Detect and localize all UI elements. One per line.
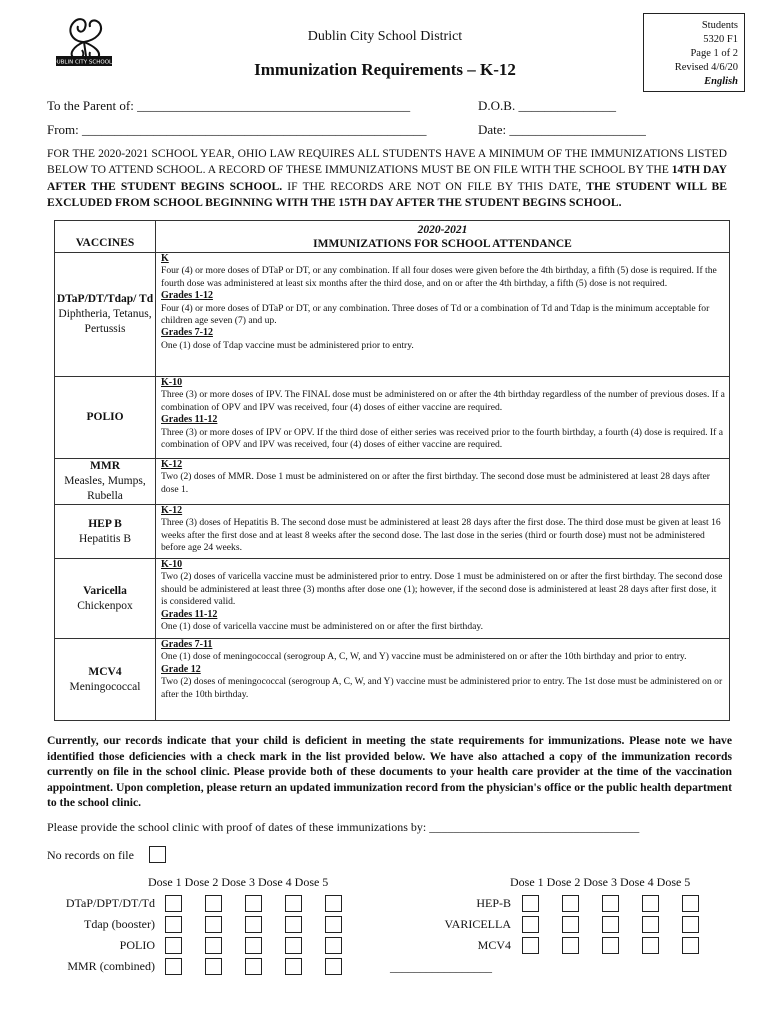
intro-paragraph	[47, 146, 727, 211]
right-dose-header: Dose 1 Dose 2 Dose 3 Dose 4 Dose 5	[510, 875, 691, 889]
no-records-checkbox[interactable]	[149, 846, 166, 863]
requirement-text: Two (2) doses of varicella vaccine must be administered prior to entry. Dose 1 must be administered on or after the first birthday. The second dose should be administered at least three (3) months after dose one (1); however, if the second dose is administered at least 28 days after first dose, it is considered valid.	[161, 571, 723, 608]
vaccine-name-cell	[55, 459, 156, 505]
dob-label: D.O.B.	[478, 98, 516, 113]
table-row	[55, 559, 730, 639]
right-dose-checkbox[interactable]	[602, 937, 619, 954]
parent-blank[interactable]: __________________________________________	[137, 98, 411, 113]
left-vaccine-label: DTaP/DPT/DT/Td	[65, 896, 155, 910]
table-row	[55, 459, 730, 505]
grade-label: Grades 7-11	[161, 639, 213, 650]
school-year: 2020-2021	[417, 223, 468, 236]
no-records-label: No records on file	[47, 848, 134, 862]
requirement-text: One (1) dose of varicella vaccine must be administered on or after the first birthday.	[161, 621, 483, 633]
vaccine-name-cell	[55, 639, 156, 721]
requirement-text: Four (4) or more doses of DTaP or DT, or any combination. Three doses of Td or a combination of Td and Tdap is the minimum acceptable for children age seven (7) and up.	[161, 302, 710, 327]
language-label: English	[704, 76, 738, 87]
id-line-4: Revised 4/6/20	[674, 62, 738, 73]
id-line-3: Page 1 of 2	[690, 48, 738, 59]
date-label: Date:	[478, 122, 507, 137]
requirement-text: Three (3) or more doses of IPV or OPV. If the third dose of either series was received prior to the fourth birthday, a fourth (4) dose is required. If a combination of OPV and IPV was received, four (4) doses of either vaccine are required.	[161, 426, 723, 451]
right-dose-checkbox[interactable]	[682, 916, 699, 933]
right-vaccine-label: HEP-B	[476, 896, 511, 910]
right-vaccine-label: MCV4	[477, 938, 511, 952]
vaccine-name: POLIO	[86, 411, 124, 423]
grade-label: Grades 1-12	[161, 290, 213, 302]
left-dose-header: Dose 1 Dose 2 Dose 3 Dose 4 Dose 5	[148, 875, 329, 889]
vaccine-subtitle: Meningococcal	[69, 680, 141, 693]
intro-text-1: FOR THE 2020-2021 SCHOOL YEAR, OHIO LAW REQUIRES ALL STUDENTS HAVE A MINIMUM OF THE IMMUNIZATIONS LISTED BELOW TO ATTEND SCHOOL. A RECORD OF THESE IMMUNIZATIONS MUST BE ON FILE WITH THE SCHOOL BY THE	[47, 147, 727, 177]
dob-field[interactable]	[478, 98, 616, 114]
vaccine-name: HEP B	[88, 517, 122, 530]
date-blank[interactable]: _____________________	[509, 122, 646, 137]
vaccine-name-cell	[55, 505, 156, 559]
document-id-box	[643, 13, 745, 92]
from-field[interactable]	[47, 122, 427, 138]
vaccine-name: MCV4	[88, 665, 122, 678]
grade-label: K	[161, 253, 169, 264]
grade-label: Grade 12	[161, 663, 201, 675]
right-dose-checkbox[interactable]	[642, 916, 659, 933]
intro-text-2: IF THE RECORDS ARE NOT ON FILE BY THIS DATE,	[287, 179, 582, 193]
date-field[interactable]	[478, 122, 646, 138]
vaccine-subtitle: Diphtheria, Tetanus, Pertussis	[58, 308, 152, 335]
parent-label: To the Parent of:	[47, 98, 134, 113]
grade-label: Grades 11-12	[161, 414, 218, 426]
vaccine-name-cell	[55, 559, 156, 639]
requirement-cell	[156, 639, 730, 721]
right-dose-checkbox[interactable]	[602, 916, 619, 933]
vaccine-name: MMR	[89, 460, 120, 472]
requirement-cell	[156, 505, 730, 559]
requirement-text: Two (2) doses of meningococcal (serogroup A, C, W, and Y) vaccine must be administered prior to entry. The 1st dose must be administered on or after the 10th birthday.	[161, 676, 723, 700]
right-dose-checkbox[interactable]	[642, 937, 659, 954]
left-vaccine-label: MMR (combined)	[67, 959, 155, 973]
id-line-2: 5320 F1	[703, 34, 738, 45]
intro-bold-2: THE STUDENT WILL BE EXCLUDED FROM SCHOOL BEGINNING WITH THE 15TH DAY AFTER THE STUDENT BEGINS SCHOOL.	[47, 179, 727, 209]
right-dose-checkbox[interactable]	[562, 895, 579, 912]
grade-label: K-10	[161, 377, 183, 388]
dob-blank[interactable]: _______________	[518, 98, 616, 113]
extra-blank-line[interactable]: _________________	[390, 960, 492, 974]
grade-label: K-12	[161, 459, 183, 470]
right-dose-checkbox[interactable]	[562, 937, 579, 954]
grade-label: Grades 11-12	[161, 608, 218, 620]
deficiency-notice: Currently, our records indicate that your child is deficient in meeting the state requirements for immunizations. Please note we have identified those deficiencies with a check mark in the list provided below. We have also attached a copy of the immunization records currently on file in the school clinic. Please provide both of these documents to your health care provider at the time of the vaccination appointment. Upon completion, please return an updated immunization record from the physician's office or the public health department to the school clinic.	[47, 734, 732, 810]
no-records-row	[47, 848, 134, 863]
left-dose-checkbox[interactable]	[245, 958, 262, 975]
right-dose-checkbox[interactable]	[522, 937, 539, 954]
right-vaccine-label: VARICELLA	[444, 917, 511, 931]
table-header-row	[55, 221, 730, 253]
left-dose-checkbox[interactable]	[325, 958, 342, 975]
from-label: From:	[47, 122, 79, 137]
vaccine-subtitle: Hepatitis B	[78, 532, 132, 545]
requirement-cell	[156, 459, 730, 505]
right-dose-checkbox[interactable]	[522, 895, 539, 912]
table-row	[55, 505, 730, 559]
col-vaccines-header: VACCINES	[55, 221, 156, 253]
immunizations-header-text: IMMUNIZATIONS FOR SCHOOL ATTENDANCE	[313, 237, 572, 250]
requirement-text: Three (3) doses of Hepatitis B. The second dose must be administered at least 28 days after the first dose. The third dose must be given at least 16 weeks after the first dose and at least 8 weeks after the second dose. The last dose in the series (third or fourth dose) must not be administered before age 24 weeks.	[161, 517, 721, 554]
requirement-cell	[156, 377, 730, 459]
right-dose-checkbox[interactable]	[602, 895, 619, 912]
from-blank[interactable]: _____________________________________________________	[82, 122, 427, 137]
vaccine-name: Varicella	[83, 584, 127, 597]
vaccine-name: DTaP/DT/Tdap/ Td	[56, 293, 154, 305]
table-row	[55, 377, 730, 459]
right-dose-checkbox[interactable]	[522, 916, 539, 933]
left-dose-checkbox[interactable]	[205, 958, 222, 975]
id-line-1: Students	[701, 20, 738, 31]
vaccine-subtitle: Measles, Mumps, Rubella	[64, 475, 146, 502]
table-row	[55, 639, 730, 721]
requirement-text: Two (2) doses of MMR. Dose 1 must be administered on or after the first birthday. The second dose must be administered at least 28 days after dose 1.	[161, 471, 710, 495]
table-row	[55, 253, 730, 377]
right-dose-checkbox[interactable]	[562, 916, 579, 933]
left-dose-checkbox[interactable]	[285, 958, 302, 975]
svg-text:DUBLIN CITY SCHOOLS: DUBLIN CITY SCHOOLS	[52, 59, 116, 66]
right-dose-checkbox[interactable]	[682, 895, 699, 912]
intro-bold-1: 14TH DAY AFTER THE STUDENT BEGINS SCHOOL.	[47, 163, 728, 193]
requirement-text: One (1) dose of Tdap vaccine must be administered prior to entry.	[161, 339, 414, 351]
col-immunizations-header	[156, 221, 730, 253]
parent-field[interactable]	[47, 98, 410, 114]
vaccine-name-cell	[55, 377, 156, 459]
requirement-text: Four (4) or more doses of DTaP or DT, or any combination. If all four doses were given before the 4th birthday, a fifth (5) dose is required. If the fourth dose was administered at least six months after the third dose, and on or after the 4th birthday, a fifth (5) dose is not required.	[161, 265, 717, 289]
document-title: Immunization Requirements – K-12	[254, 60, 516, 79]
provide-proof-line[interactable]: Please provide the school clinic with proof of dates of these immunizations by: ___________________________________	[47, 820, 640, 834]
requirement-cell	[156, 559, 730, 639]
right-dose-checkbox[interactable]	[682, 937, 699, 954]
grade-label: Grades 7-12	[161, 327, 213, 339]
left-vaccine-label: POLIO	[119, 938, 155, 952]
right-dose-checkbox[interactable]	[642, 895, 659, 912]
district-name: Dublin City School District	[307, 29, 463, 44]
immunization-table	[54, 220, 730, 721]
left-vaccine-label: Tdap (booster)	[84, 917, 155, 931]
left-dose-checkbox[interactable]	[165, 958, 182, 975]
grade-label: K-12	[161, 505, 183, 516]
grade-label: K-10	[161, 559, 183, 570]
requirement-text: Three (3) or more doses of IPV. The FINAL dose must be administered on or after the 4th birthday regardless of the number of previous doses. If a combination of OPV and IPV was received, four (4) doses of either vaccine are required.	[161, 389, 725, 413]
vaccine-subtitle: Chickenpox	[77, 599, 133, 612]
requirement-text: One (1) dose of meningococcal (serogroup A, C, W, and Y) vaccine must be administered on or after the 10th birthday and prior to entry.	[161, 651, 687, 663]
vaccine-name-cell	[55, 253, 156, 377]
requirement-cell	[156, 253, 730, 377]
